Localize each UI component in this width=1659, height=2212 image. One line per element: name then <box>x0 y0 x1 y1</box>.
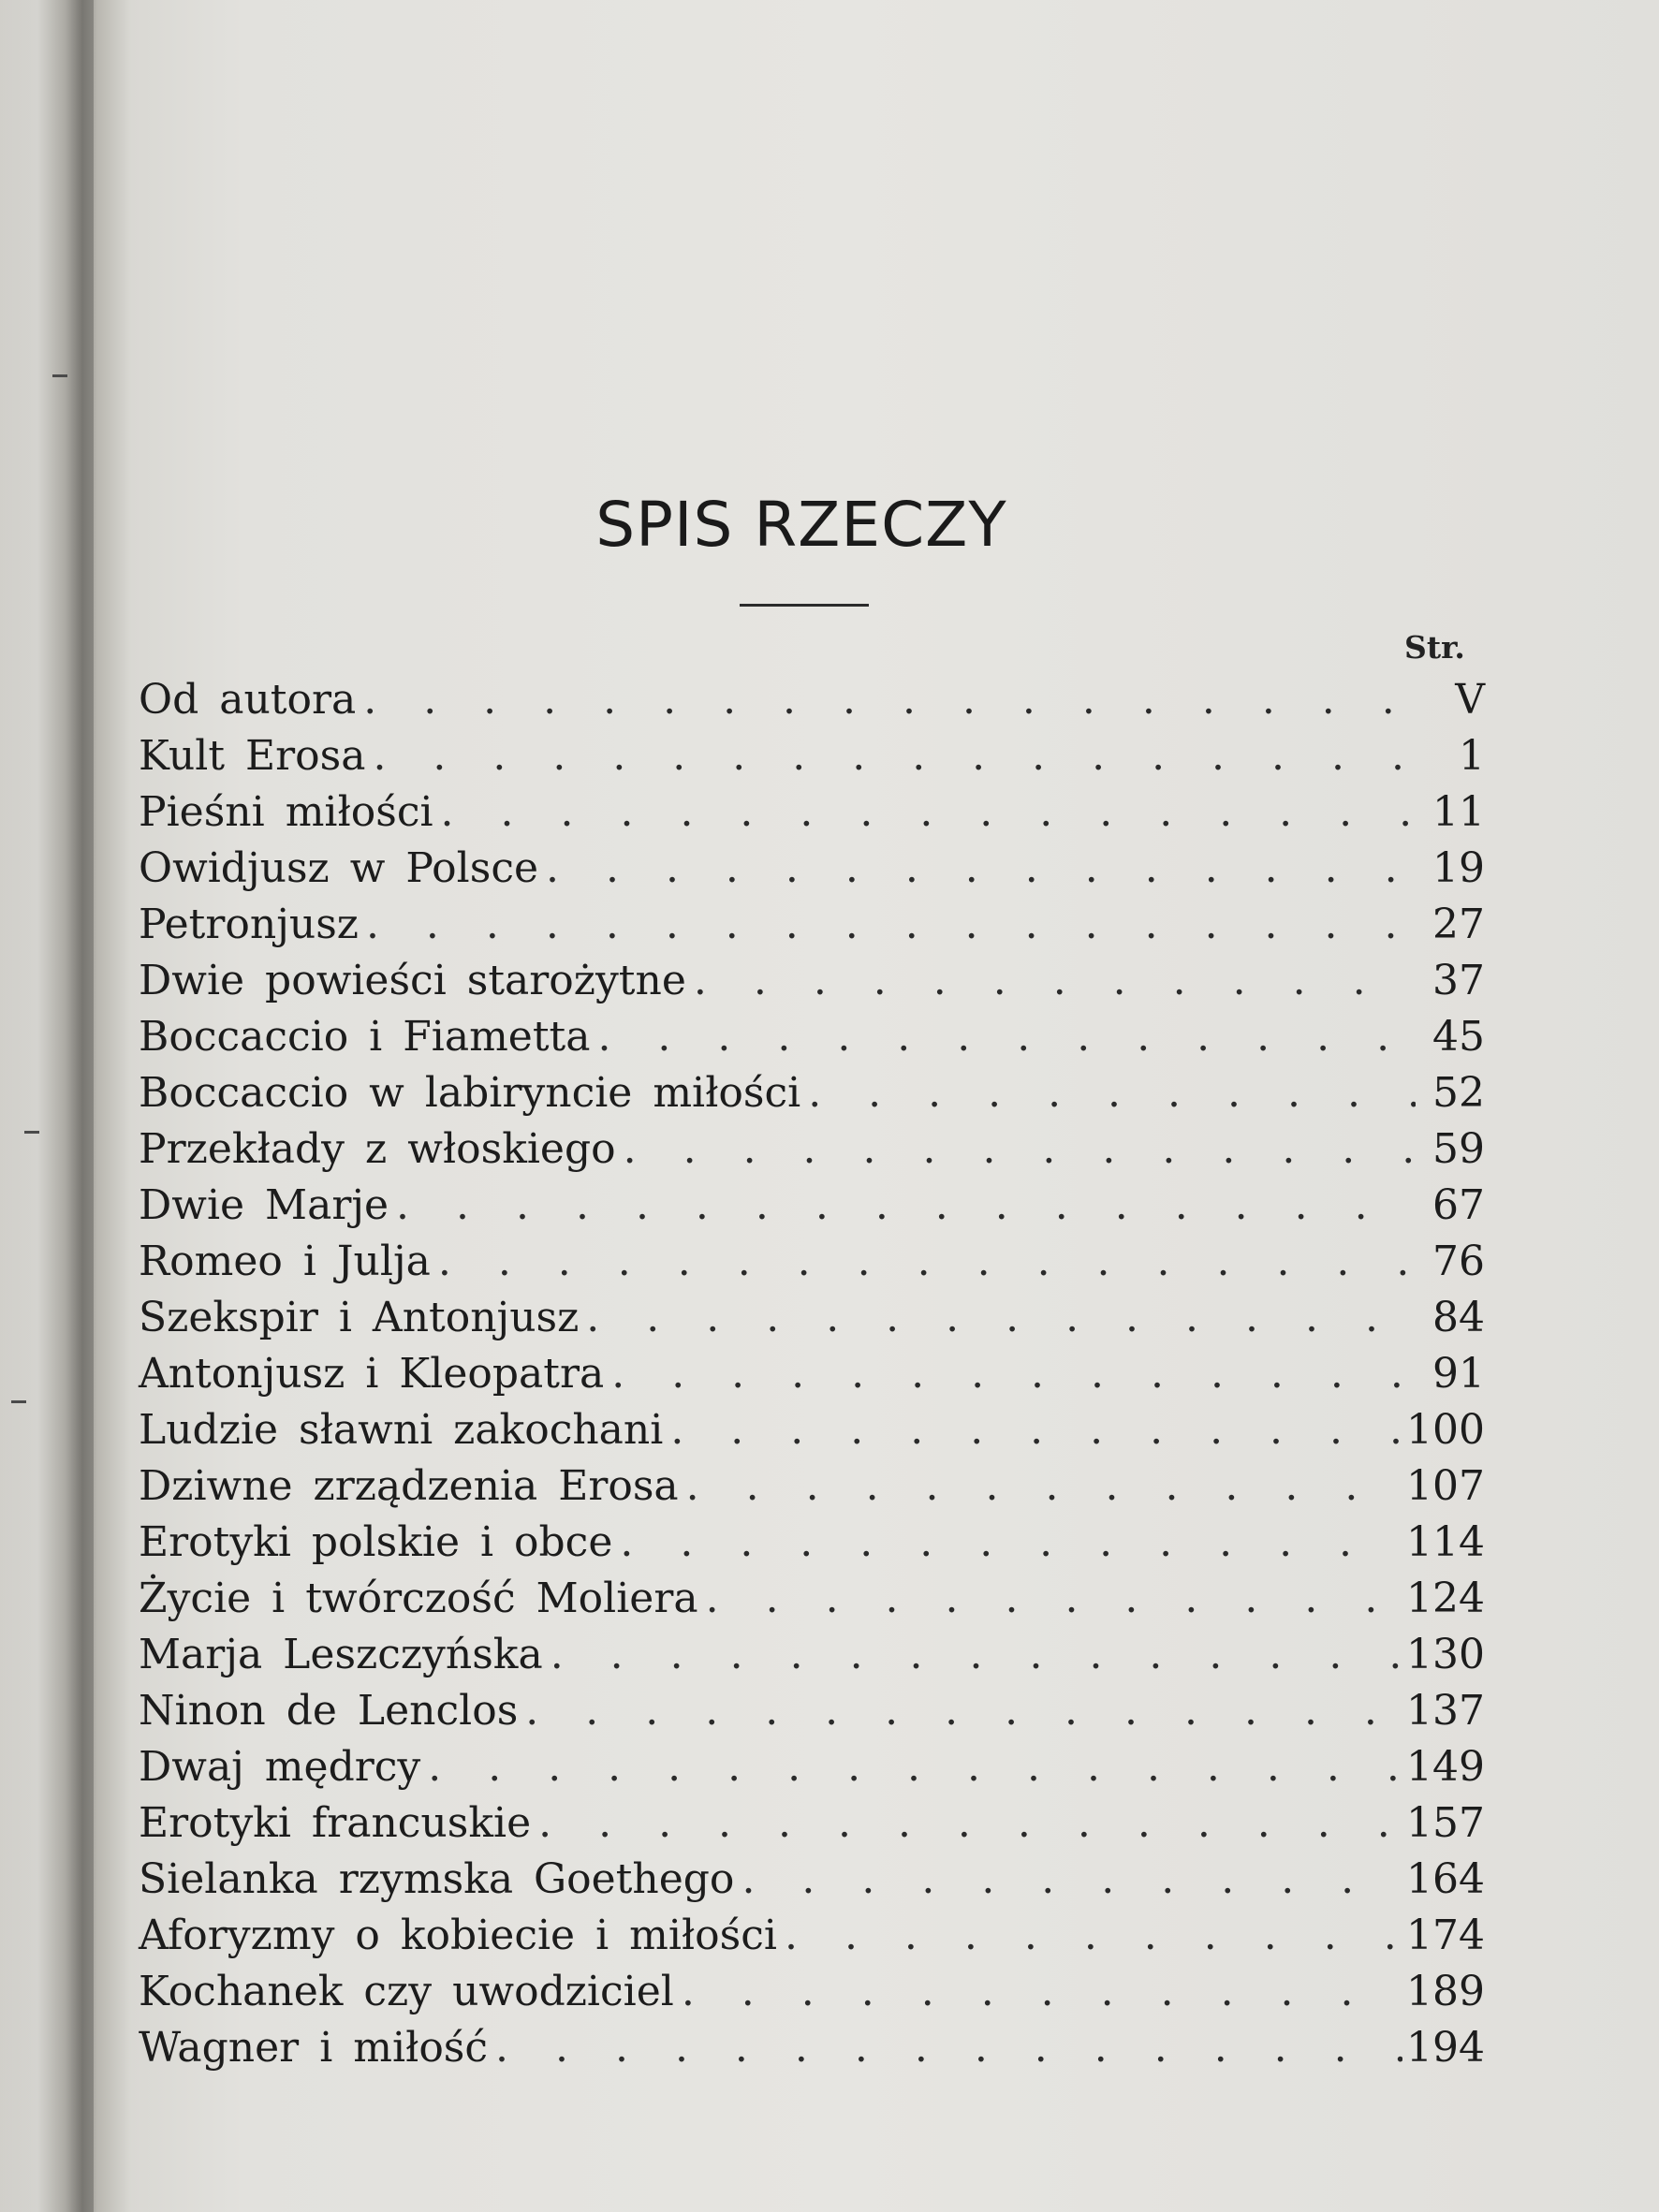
toc-entry-page-number: 189 <box>1406 1968 1485 2015</box>
toc-dot-leader <box>363 672 1416 728</box>
toc-dot-leader <box>538 1795 1402 1852</box>
toc-entry <box>139 1627 1485 1683</box>
toc-entry-page-number: 52 <box>1432 1069 1485 1117</box>
toc-entry <box>139 1515 1485 1571</box>
toc-entry-page-number: 157 <box>1406 1799 1485 1847</box>
toc-entry-page-number: 107 <box>1406 1462 1485 1510</box>
toc-dot-leader <box>785 1908 1402 1964</box>
toc-entry-page-number: 194 <box>1406 2024 1485 2072</box>
toc-dot-leader <box>366 897 1416 953</box>
page-title: SPIS RZECZY <box>595 489 1007 561</box>
toc-dot-leader <box>620 1515 1402 1571</box>
toc-entry-title: Wagner i miłość <box>139 2024 489 2072</box>
toc-dot-leader <box>597 1009 1416 1065</box>
toc-dot-leader <box>396 1178 1416 1234</box>
toc-entry-page-number: 137 <box>1406 1687 1485 1735</box>
toc-entry-page-number: 164 <box>1406 1855 1485 1903</box>
toc-entry-title: Antonjusz i Kleopatra <box>139 1350 605 1398</box>
toc-entry-title: Sielanka rzymska Goethego <box>139 1855 735 1903</box>
toc-dot-leader <box>428 1739 1402 1795</box>
binding-thread-mark <box>52 374 67 377</box>
toc-entry-title: Erotyki francuskie <box>139 1799 532 1847</box>
toc-dot-leader <box>624 1121 1416 1178</box>
toc-entry-title: Przekłady z włoskiego <box>139 1125 616 1173</box>
page-column-label: Str. <box>1404 629 1465 666</box>
toc-dot-leader <box>546 841 1416 897</box>
toc-entry-page-number: 130 <box>1406 1631 1485 1678</box>
toc-entry-page-number: 91 <box>1432 1350 1485 1398</box>
toc-dot-leader <box>694 953 1416 1009</box>
toc-entry-title: Boccaccio w labiryncie miłości <box>139 1069 801 1117</box>
toc-entry-title: Życie i twórczość Moliera <box>139 1575 698 1622</box>
toc-dot-leader <box>586 1290 1416 1346</box>
toc-entry <box>139 1683 1485 1739</box>
toc-entry-page-number: 19 <box>1432 844 1485 892</box>
toc-entry-page-number: 11 <box>1432 788 1485 836</box>
toc-entry <box>139 1739 1485 1795</box>
toc-entry-page-number: 37 <box>1432 957 1485 1004</box>
toc-dot-leader <box>670 1402 1402 1458</box>
toc-entry-title: Dziwne zrządzenia Erosa <box>139 1462 679 1510</box>
toc-entry-title: Owidjusz w Polsce <box>139 844 538 892</box>
toc-entry-title: Dwaj mędrcy <box>139 1743 421 1791</box>
toc-entry-page-number: 1 <box>1459 732 1485 780</box>
toc-entry <box>139 1234 1485 1290</box>
toc-dot-leader <box>808 1065 1416 1121</box>
toc-entry <box>139 1121 1485 1178</box>
toc-entry-title: Kult Erosa <box>139 732 366 780</box>
toc-dot-leader <box>706 1571 1402 1627</box>
page-binding-shadow <box>0 0 94 2212</box>
toc-entry <box>139 1290 1485 1346</box>
toc-entry <box>139 784 1485 841</box>
toc-dot-leader <box>373 728 1416 784</box>
toc-entry <box>139 1908 1485 1964</box>
toc-entry-title: Erotyki polskie i obce <box>139 1518 613 1566</box>
toc-dot-leader <box>686 1458 1402 1515</box>
toc-entry <box>139 1964 1485 2020</box>
toc-entry <box>139 1795 1485 1852</box>
toc-entry <box>139 1458 1485 1515</box>
toc-entry <box>139 672 1485 728</box>
toc-entry-title: Ninon de Lenclos <box>139 1687 519 1735</box>
toc-entry <box>139 897 1485 953</box>
toc-entry-page-number: 59 <box>1432 1125 1485 1173</box>
toc-dot-leader <box>495 2020 1402 2076</box>
toc-entry-title: Boccaccio i Fiametta <box>139 1013 591 1061</box>
toc-entry <box>139 841 1485 897</box>
toc-dot-leader <box>551 1627 1402 1683</box>
toc-entry-title: Dwie Marje <box>139 1181 389 1229</box>
toc-entry-page-number: 100 <box>1406 1406 1485 1454</box>
toc-dot-leader <box>441 784 1416 841</box>
binding-thread-mark <box>11 1400 26 1403</box>
toc-entry-title: Ludzie sławni zakochani <box>139 1406 664 1454</box>
title-divider <box>740 604 869 607</box>
toc-entry <box>139 1346 1485 1402</box>
toc-entry <box>139 1009 1485 1065</box>
toc-entry-page-number: 67 <box>1432 1181 1485 1229</box>
toc-entry-title: Aforyzmy o kobiecie i miłości <box>139 1912 777 1959</box>
toc-entry-page-number: 149 <box>1406 1743 1485 1791</box>
toc-entry <box>139 1065 1485 1121</box>
toc-dot-leader <box>682 1964 1402 2020</box>
toc-entry-page-number: 27 <box>1432 901 1485 948</box>
toc-dot-leader <box>611 1346 1416 1402</box>
table-of-contents <box>139 672 1485 2076</box>
toc-entry-page-number: 174 <box>1406 1912 1485 1959</box>
toc-entry-page-number: 76 <box>1432 1238 1485 1285</box>
toc-entry-page-number: V <box>1455 676 1485 724</box>
toc-entry-title: Marja Leszczyńska <box>139 1631 543 1678</box>
toc-entry <box>139 2020 1485 2076</box>
toc-entry-title: Romeo i Julja <box>139 1238 431 1285</box>
toc-entry <box>139 1178 1485 1234</box>
toc-entry-page-number: 114 <box>1406 1518 1485 1566</box>
toc-dot-leader <box>741 1852 1402 1908</box>
binding-thread-mark <box>24 1131 39 1134</box>
toc-entry-title: Petronjusz <box>139 901 359 948</box>
toc-entry-title: Pieśni miłości <box>139 788 433 836</box>
toc-entry-title: Od autora <box>139 676 357 724</box>
toc-entry-title: Kochanek czy uwodziciel <box>139 1968 674 2015</box>
toc-entry-page-number: 124 <box>1406 1575 1485 1622</box>
toc-entry <box>139 728 1485 784</box>
toc-dot-leader <box>525 1683 1402 1739</box>
toc-entry <box>139 1852 1485 1908</box>
toc-entry-title: Szekspir i Antonjusz <box>139 1294 580 1341</box>
toc-entry <box>139 1571 1485 1627</box>
toc-entry-page-number: 45 <box>1432 1013 1485 1061</box>
toc-entry <box>139 1402 1485 1458</box>
toc-dot-leader <box>438 1234 1416 1290</box>
toc-entry <box>139 953 1485 1009</box>
toc-entry-page-number: 84 <box>1432 1294 1485 1341</box>
toc-entry-title: Dwie powieści starożytne <box>139 957 686 1004</box>
